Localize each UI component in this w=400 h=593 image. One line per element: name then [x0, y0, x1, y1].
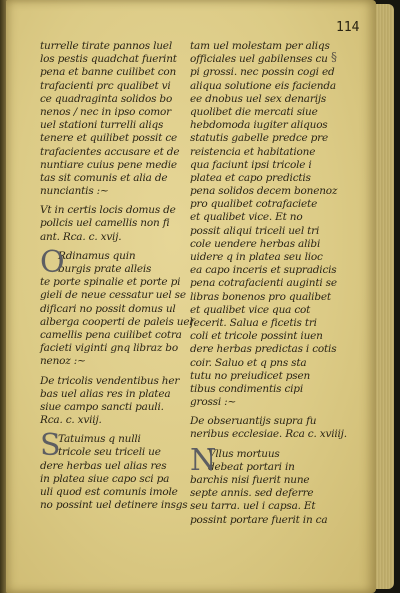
text-line: pena cotrafacienti auginti se [190, 277, 337, 290]
left-text-block-b [40, 244, 193, 369]
text-line: platea et capo predictis [190, 171, 311, 184]
text-line: in platea siue capo sci pa [40, 472, 170, 485]
right-text-block-c [190, 442, 330, 527]
text-line: pena solidos decem bonenoz [190, 185, 338, 198]
text-line: turrelle tirate pannos luel [40, 40, 172, 52]
left-text-block-d [40, 428, 188, 512]
text-line: officiales uel gabilenses cu [190, 53, 328, 66]
text-line: possint portare fuerit in ca [190, 513, 328, 526]
text-line: ant. Rca. c. xvij. [40, 230, 122, 243]
text-line: De obseruantijs supra fu [190, 415, 317, 428]
text-line: uidere q in platea seu lioc [190, 251, 323, 263]
text-line: nuntiare cuius pene medie [40, 158, 177, 171]
text-line: Vllus mortuus [208, 447, 280, 460]
text-line: te porte spinalie et porte pi [40, 276, 181, 289]
text-line: tricole seu triceli ue [58, 446, 161, 459]
text-line: pro qualibet cotrafaciete [190, 198, 318, 211]
text-line: coli et tricole possint iuen [190, 330, 323, 343]
text-line: et qualibet vice. Et no [190, 211, 303, 224]
text-line: Rca. c. xviij. [40, 414, 102, 427]
text-line: pi grossi. nec possin cogi ed [190, 66, 335, 79]
text-line: aliqua solutione eis facienda [190, 79, 336, 92]
paragraph-mark-icon: § [331, 50, 337, 64]
text-line: dificari no possit domus ul [40, 302, 176, 315]
text-line: ce quadraginta solidos bo [40, 92, 173, 105]
text-line: alberga cooperti de paleis uel [40, 315, 193, 328]
right-rubric-b [190, 415, 347, 441]
text-line: barchis nisi fuerit nune [190, 474, 310, 486]
text-line: reistencia et habitatione [190, 145, 316, 158]
text-line: De tricolis vendentibus her [40, 374, 180, 387]
text-line: tutu no preiudicet psen [190, 369, 311, 382]
text-line: uli quod est comunis imole [40, 486, 178, 498]
text-line: camellis pena cuilibet cotra [40, 328, 182, 341]
text-line: los pestis quadchat fuerint [40, 53, 177, 66]
text-line: bas uel alias res in platea [40, 387, 171, 400]
text-line: pollcis uel camellis non fi [40, 217, 170, 230]
text-line: tibus condimentis cipi [190, 382, 303, 395]
text-line: burgis prate alleis [58, 263, 152, 275]
text-line: siue campo sancti pauli. [40, 400, 164, 413]
decorated-initial-n: N [190, 442, 217, 478]
right-text-block-a [190, 40, 338, 409]
text-line: pena et banne cuilibet con [40, 66, 177, 79]
page-edges [376, 4, 394, 589]
text-line: hebdomoda iugiter aliquos [190, 119, 328, 132]
text-line: et qualibet vice qua cot [190, 303, 311, 316]
text-line: gieli de neue cessatur uel se [40, 289, 186, 302]
text-line: seu tarra. uel i capsa. Et [190, 500, 316, 513]
text-line: nunciantis :~ [40, 185, 109, 198]
text-line: tas sit comunis et alia de [40, 171, 168, 184]
right-column [190, 40, 347, 527]
text-line: no possint uel detinere insgs [40, 499, 188, 512]
text-line: debeat portari in [208, 460, 295, 473]
decorated-initial-o: O [40, 244, 65, 280]
text-line: Tatuimus q nulli [58, 433, 141, 446]
text-line: uel stationi turrelli aliqs [40, 119, 164, 132]
text-line: libras bonenos pro qualibet [190, 290, 331, 303]
text-line: statutis gabelle predce pre [190, 132, 329, 145]
text-line: possit aliqui triceli uel tri [190, 224, 320, 237]
text-line: trafacientes accusare et de [40, 145, 180, 158]
text-line: neribus ecclesiae. Rca c. xviiij. [190, 428, 347, 441]
text-line: septe annis. sed deferre [190, 487, 314, 500]
left-column [40, 40, 193, 512]
left-text-block-a [40, 40, 180, 198]
text-line: trafacienti prc qualibet vi [40, 79, 171, 92]
text-line: nenoz :~ [40, 355, 86, 368]
text-line: dere herbas predictas i cotis [190, 343, 337, 356]
text-line: facieti viginti gnq libraz bo [40, 342, 178, 355]
text-line: dere herbas uel alias res [40, 459, 167, 472]
text-line: fecerit. Salua e ficetis tri [190, 316, 317, 329]
text-line: cole uendere herbas alibi [190, 237, 321, 250]
text-line: quolibet die mercati siue [190, 105, 318, 118]
folio-number: 114 [336, 20, 360, 35]
text-line: tenere et quilibet possit ce [40, 132, 178, 145]
text-line: Rdinamus quin [58, 249, 136, 262]
text-line: grossi :~ [190, 396, 237, 409]
left-rubric-a [40, 204, 180, 244]
text-line: ee dnobus uel sex denarijs [190, 92, 327, 105]
decorated-initial-s: S [40, 428, 61, 464]
text-line: Vt in certis locis domus de [40, 204, 176, 217]
text-line: qua faciunt ipsi tricole i [190, 158, 312, 171]
left-rubric-c [40, 375, 180, 428]
text-line: tam uel molestam per aliqs [190, 40, 330, 52]
text-line: coir. Saluo et q pns sta [190, 356, 307, 369]
text-line: ea capo inceris et supradicis [190, 264, 337, 277]
text-line: nenos / nec in ipso comor [40, 105, 171, 118]
